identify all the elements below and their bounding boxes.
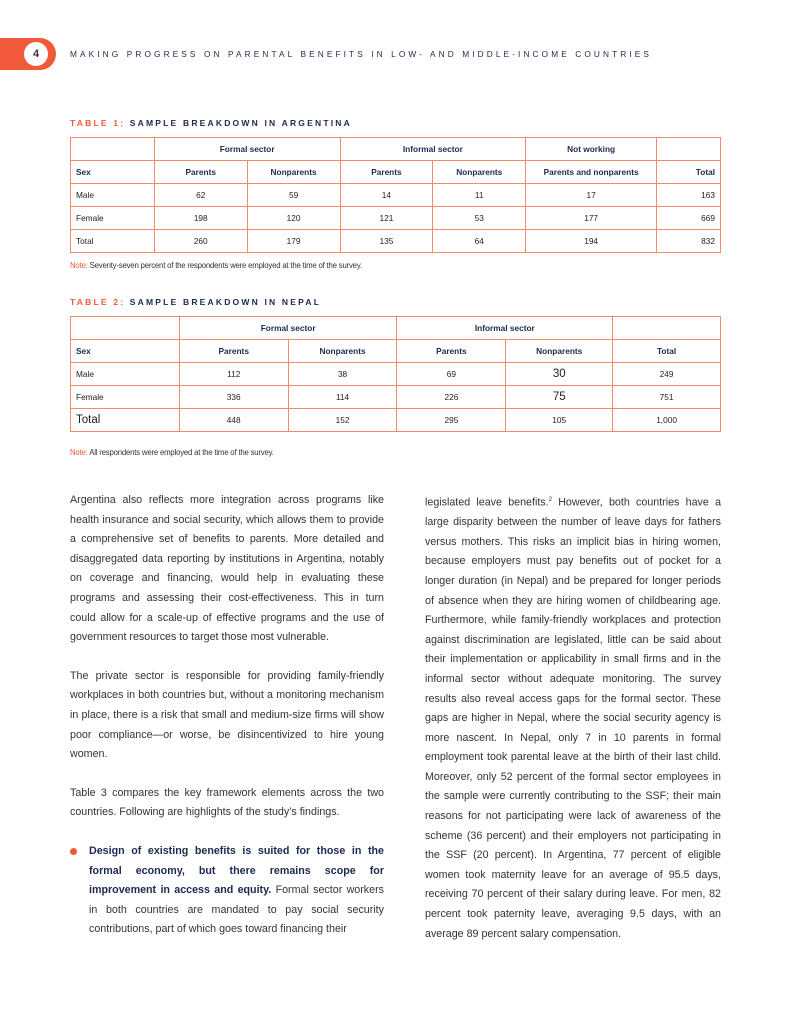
table2-cell: 105 xyxy=(506,409,613,432)
table1-cell: 62 xyxy=(154,184,247,207)
table1-cell: 669 xyxy=(657,207,721,230)
table1 xyxy=(70,137,721,253)
table1-header-cell: Nonparents xyxy=(433,161,526,184)
table2-label: TABLE 2: xyxy=(70,297,126,307)
table1-caption xyxy=(70,118,352,128)
table2-cell: 249 xyxy=(613,363,721,386)
table1-cell: 163 xyxy=(657,184,721,207)
table2-header-cell: Parents xyxy=(397,340,506,363)
table1-blank-cell xyxy=(657,138,721,161)
paragraph-4 xyxy=(425,491,721,944)
table-row xyxy=(71,409,721,432)
table1-header-cell: Sex xyxy=(71,161,155,184)
right-column xyxy=(425,491,721,963)
table1-header-cell: Parents xyxy=(340,161,433,184)
table2-caption xyxy=(70,297,321,307)
left-column xyxy=(70,491,384,940)
table1-header-cell: Nonparents xyxy=(247,161,340,184)
table1-cell: 59 xyxy=(247,184,340,207)
table2-header-cell: Sex xyxy=(71,340,180,363)
table2 xyxy=(70,316,721,432)
table2-note-text: All respondents were employed at the time of the survey. xyxy=(89,448,274,457)
table1-cell: 17 xyxy=(526,184,657,207)
table-row xyxy=(71,230,721,253)
table2-cell: 295 xyxy=(397,409,506,432)
table1-cell: 53 xyxy=(433,207,526,230)
paragraph-3: Table 3 compares the key framework elements across the two countries. Following are highlights of the study’s findings. xyxy=(70,786,384,819)
table1-cell: Female xyxy=(71,207,155,230)
table1-cell: 121 xyxy=(340,207,433,230)
table2-header-row xyxy=(71,340,721,363)
table2-cell: 75 xyxy=(506,386,613,409)
table1-blank-cell xyxy=(71,138,155,161)
table2-cell: Total xyxy=(71,409,180,432)
table1-cell: 194 xyxy=(526,230,657,253)
table2-group-informal: Informal sector xyxy=(397,317,613,340)
bullet-heading: Design of existing benefits is suited for those in the formal economy, but there remains scope for improvement in access and equity. xyxy=(89,844,384,897)
table1-group-row xyxy=(71,138,721,161)
table1-header-row xyxy=(71,161,721,184)
table2-cell: 751 xyxy=(613,386,721,409)
footnote-ref: 2 xyxy=(548,497,552,503)
table2-cell: 152 xyxy=(288,409,397,432)
table2-cell: 112 xyxy=(179,363,288,386)
table2-title: SAMPLE BREAKDOWN IN NEPAL xyxy=(129,297,322,307)
paragraph-4-rest: However, both countries have a large disparity between the number of leave days for fathers versus mothers. This risks an implicit bias in hiring women, because employers must pay benefits out of pocket for a longer duration (in Nepal) and be prepared for longer periods of absence when they are hiring women of childbearing age. Furthermore, while family-friendly workplaces and protection against discrimination are legislated, little can be said about their implementation or applicability in small firms and in the informal sector without adequate monitoring. The survey results also reveal access gaps for the formal sector. These gaps are higher in Nepal, where the social security agency is more nascent. In Nepal, only 7 in 10 parents in formal employment took parental leave at the birth of their last child. Moreover, only 52 percent of the formal sector employees in the sample were currently contributing to the SSF; their main reasons for not participating were lack of awareness of the scheme (36 percent) and their employers not participating in the SSF (20 percent). In Argentina, 77 percent of eligible women took maternity leave for an average of 95.5 days, receiving 70 percent of their salary during leave. For men, 82 percent took paternity leave, averaging 9.5 days, with an average 89 percent salary compensation. xyxy=(425,496,722,940)
table1-cell: 64 xyxy=(433,230,526,253)
table1-cell: Male xyxy=(71,184,155,207)
table-row xyxy=(71,207,721,230)
table1-group-informal: Informal sector xyxy=(340,138,526,161)
table1-cell: 120 xyxy=(247,207,340,230)
table-row xyxy=(71,363,721,386)
table1-label: TABLE 1: xyxy=(70,118,126,128)
table2-header-cell: Total xyxy=(613,340,721,363)
table2-blank-cell xyxy=(71,317,180,340)
bullet-text: Formal sector workers in both countries are mandated to pay social security contributions, part of which goes toward financing their xyxy=(89,884,384,936)
table2-header-cell: Nonparents xyxy=(288,340,397,363)
table2-cell: Female xyxy=(71,386,180,409)
table1-cell: 177 xyxy=(526,207,657,230)
table-row xyxy=(71,184,721,207)
table1-header-cell: Parents and nonparents xyxy=(526,161,657,184)
table1-group-formal: Formal sector xyxy=(154,138,340,161)
table1-cell: 832 xyxy=(657,230,721,253)
table1-note xyxy=(70,261,362,270)
page-number: 4 xyxy=(24,42,48,66)
table1-group-notworking: Not working xyxy=(526,138,657,161)
paragraph-4-start: legislated leave benefits. xyxy=(425,496,549,509)
paragraph-1: Argentina also reflects more integration across programs like health insurance and social security, which allows them to provide a comprehensive set of benefits to parents. More detailed and disaggregated data reporting by institutions in Argentina, notably on coverage and financing, would help in evaluating these programs and assessing their cost-effectiveness. This in turn could allow for a scale-up of effective programs and the use of government resources to target those most vulnerable. xyxy=(70,494,384,644)
table2-header-cell: Nonparents xyxy=(506,340,613,363)
table2-cell: 69 xyxy=(397,363,506,386)
table1-cell: 198 xyxy=(154,207,247,230)
table2-group-row xyxy=(71,317,721,340)
table1-cell: 135 xyxy=(340,230,433,253)
table2-cell: 114 xyxy=(288,386,397,409)
table1-cell: 14 xyxy=(340,184,433,207)
bullet-item xyxy=(70,842,384,940)
table1-header-cell: Total xyxy=(657,161,721,184)
table1-cell: Total xyxy=(71,230,155,253)
table1-cell: 179 xyxy=(247,230,340,253)
table1-title: SAMPLE BREAKDOWN IN ARGENTINA xyxy=(129,118,352,128)
table2-cell: 30 xyxy=(506,363,613,386)
table2-blank-cell xyxy=(613,317,721,340)
table2-cell: 448 xyxy=(179,409,288,432)
paragraph-2: The private sector is responsible for providing family-friendly workplaces in both countries but, without a monitoring mechanism in place, there is a risk that small and medium-size firms will show poor compliance—or worse, be disincentivized to hire young women. xyxy=(70,669,384,761)
running-title: MAKING PROGRESS ON PARENTAL BENEFITS IN LOW- AND MIDDLE-INCOME COUNTRIES xyxy=(70,49,653,59)
table-row xyxy=(71,386,721,409)
table1-cell: 11 xyxy=(433,184,526,207)
table2-cell: 38 xyxy=(288,363,397,386)
table2-cell: 226 xyxy=(397,386,506,409)
table2-header-cell: Parents xyxy=(179,340,288,363)
table2-note-label: Note: xyxy=(70,448,88,457)
table1-cell: 260 xyxy=(154,230,247,253)
table2-note xyxy=(70,448,274,457)
table2-cell: Male xyxy=(71,363,180,386)
table2-cell: 336 xyxy=(179,386,288,409)
table1-note-label: Note: xyxy=(70,261,88,270)
table1-header-cell: Parents xyxy=(154,161,247,184)
table2-cell: 1,000 xyxy=(613,409,721,432)
bullet-icon xyxy=(70,848,77,855)
table1-note-text: Seventy-seven percent of the respondents were employed at the time of the survey. xyxy=(89,261,362,270)
table2-group-formal: Formal sector xyxy=(179,317,397,340)
